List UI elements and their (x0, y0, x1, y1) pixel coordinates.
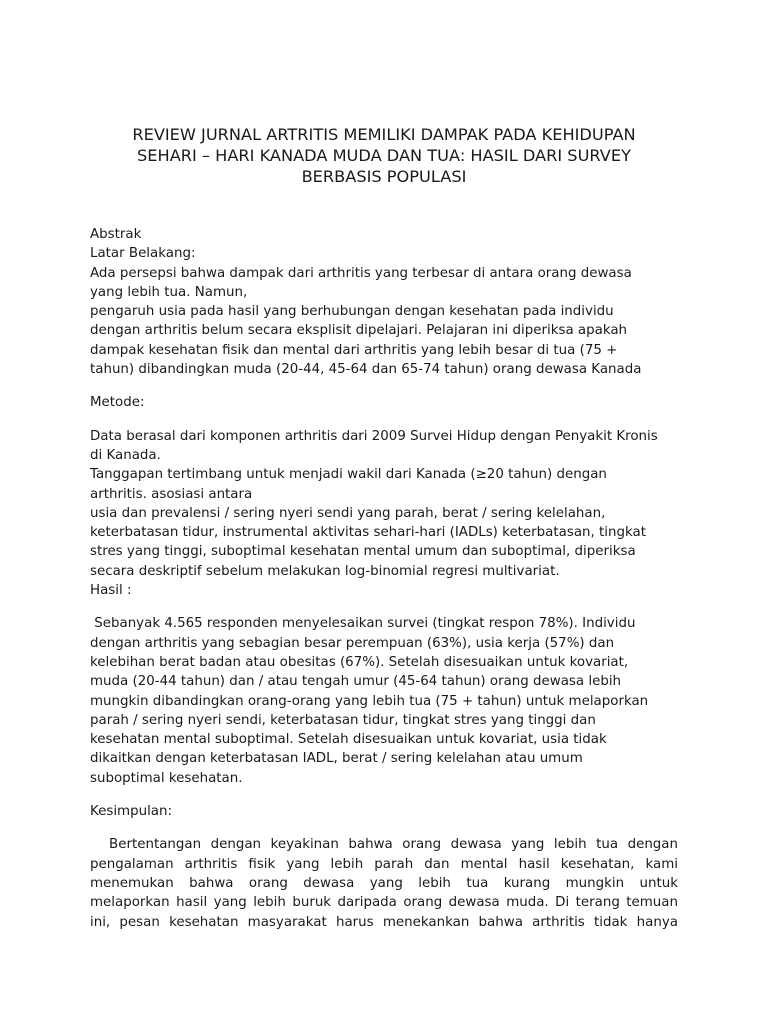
methods-heading: Metode: (90, 395, 145, 411)
results-line: Sebanyak 4.565 responden menyelesaikan survei (tingkat respon 78%). Individu (90, 616, 636, 632)
conclusion-section (90, 802, 678, 932)
title-line: BERBASIS POPULASI (301, 167, 467, 186)
results-section (90, 581, 678, 788)
background-line: pengaruh usia pada hasil yang berhubungan dengan kesehatan pada individu (90, 304, 614, 320)
methods-line: arthritis. asosiasi antara (90, 486, 253, 502)
background-line: yang lebih tua. Namun, (90, 284, 248, 300)
document-page (90, 124, 678, 932)
document-title (90, 124, 678, 187)
background-line: dengan arthritis belum secara eksplisit dipelajari. Pelajaran ini diperiksa apakah (90, 323, 628, 339)
results-line: parah / sering nyeri sendi, keterbatasan tidur, tingkat stres yang tinggi dan (90, 712, 596, 728)
title-line: REVIEW JURNAL ARTRITIS MEMILIKI DAMPAK PADA KEHIDUPAN (132, 125, 636, 144)
results-line: muda (20-44 tahun) dan / atau tengah umur (45-64 tahun) orang dewasa lebih (90, 674, 622, 690)
conclusion-line: melaporkan hasil yang lebih buruk daripada orang dewasa muda. Di terang temuan (90, 895, 678, 911)
conclusion-line: Bertentangan dengan keyakinan bahwa orang dewasa yang lebih tua dengan (90, 837, 678, 853)
background-line: dampak kesehatan fisik dan mental dari arthritis yang lebih besar di tua (75 + (90, 342, 618, 358)
methods-line: stres yang tinggi, suboptimal kesehatan mental umum dan suboptimal, diperiksa (90, 544, 636, 560)
methods-section (90, 393, 678, 581)
results-heading: Hasil : (90, 583, 132, 599)
results-line: kelebihan berat badan atau obesitas (67%). Setelah disesuaikan untuk kovariat, (90, 654, 629, 670)
results-line: kesehatan mental suboptimal. Setelah disesuaikan untuk kovariat, usia tidak (90, 732, 607, 748)
methods-line: Tanggapan tertimbang untuk menjadi wakil dari Kanada (≥20 tahun) dengan (90, 467, 607, 483)
results-line: suboptimal kesehatan. (90, 770, 243, 786)
background-heading: Latar Belakang: (90, 246, 196, 262)
conclusion-line: menemukan bahwa orang dewasa yang lebih tua kurang mungkin untuk (90, 875, 678, 891)
abstract-heading: Abstrak (90, 227, 142, 242)
methods-line: di Kanada. (90, 447, 161, 463)
methods-line: usia dan prevalensi / sering nyeri sendi yang parah, berat / sering kelelahan, (90, 505, 606, 521)
title-line: SEHARI – HARI KANADA MUDA DAN TUA: HASIL DARI SURVEY (137, 146, 631, 165)
background-line: Ada persepsi bahwa dampak dari arthritis yang terbesar di antara orang dewasa (90, 265, 632, 281)
methods-line: keterbatasan tidur, instrumental aktivitas sehari-hari (IADLs) keterbatasan, tingkat (90, 525, 646, 541)
conclusion-line: pengalaman arthritis fisik yang lebih parah dan mental hasil kesehatan, kami (90, 856, 678, 872)
methods-line: Data berasal dari komponen arthritis dari 2009 Survei Hidup dengan Penyakit Kronis (90, 428, 658, 444)
results-line: dengan arthritis yang sebagian besar perempuan (63%), usia kerja (57%) dan (90, 635, 615, 651)
background-line: tahun) dibandingkan muda (20-44, 45-64 dan 65-74 tahun) orang dewasa Kanada (90, 362, 642, 378)
methods-line: secara deskriptif sebelum melakukan log-binomial regresi multivariat. (90, 563, 560, 579)
conclusion-line: ini, pesan kesehatan masyarakat harus menekankan bahwa arthritis tidak hanya (90, 914, 678, 930)
results-line: mungkin dibandingkan orang-orang yang lebih tua (75 + tahun) untuk melaporkan (90, 693, 649, 709)
abstract-section (90, 225, 678, 379)
conclusion-heading: Kesimpulan: (90, 804, 173, 820)
results-line: dikaitkan dengan keterbatasan IADL, berat / sering kelelahan atau umum (90, 751, 583, 767)
